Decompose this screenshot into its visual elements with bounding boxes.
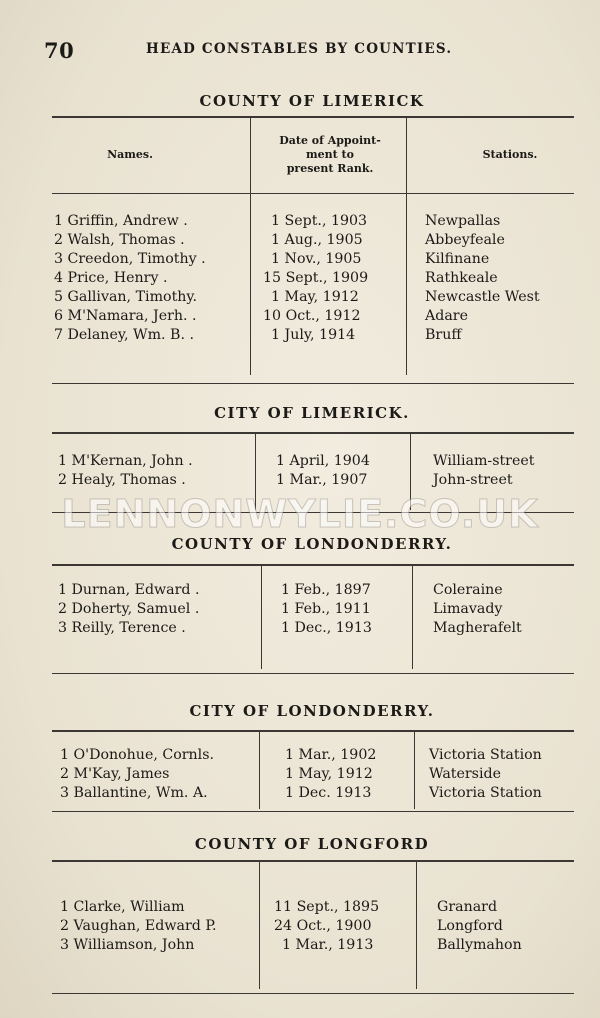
table-row: [52, 917, 574, 936]
table-rule: [52, 193, 574, 194]
row-station: Magherafelt: [433, 620, 522, 636]
table-rule: [52, 730, 574, 732]
running-head: HEAD CONSTABLES BY COUNTIES.: [146, 41, 453, 57]
row-name: 2 Doherty, Samuel .: [58, 601, 200, 617]
row-date: 1 April, 1904: [276, 453, 370, 469]
row-station: Victoria Station: [429, 747, 542, 763]
table-row: [52, 898, 574, 917]
column-header-stations: Stations.: [482, 148, 538, 161]
section-title-county-limerick: COUNTY OF LIMERICK: [199, 92, 425, 110]
table-row: [52, 765, 574, 784]
row-date: 15 Sept., 1909: [263, 270, 369, 286]
row-station: Granard: [437, 899, 498, 915]
table-rule: [52, 383, 574, 384]
table-row: [52, 269, 574, 288]
table-row: [52, 326, 574, 345]
table-row: [52, 581, 574, 600]
row-station: Abbeyfeale: [425, 232, 505, 248]
table-row: [52, 212, 574, 231]
table-rule: [52, 116, 574, 118]
row-name: 1 Griffin, Andrew .: [54, 213, 188, 229]
row-name: 1 M'Kernan, John .: [58, 453, 193, 469]
table-rule: [52, 673, 574, 674]
table-row: [52, 471, 574, 490]
row-station: Coleraine: [433, 582, 503, 598]
row-station: Rathkeale: [425, 270, 498, 286]
row-station: Newcastle West: [425, 289, 540, 305]
row-name: 3 Williamson, John: [60, 937, 195, 953]
row-station: John-street: [433, 472, 513, 488]
row-name: 2 Healy, Thomas .: [58, 472, 186, 488]
row-date: 1 May, 1912: [271, 289, 359, 305]
row-date: 1 Dec. 1913: [285, 785, 372, 801]
row-date: 1 May, 1912: [285, 766, 373, 782]
table-rule: [52, 564, 574, 566]
row-station: Longford: [437, 918, 503, 934]
row-date: 1 Mar., 1902: [285, 747, 377, 763]
row-name: 2 M'Kay, James: [60, 766, 170, 782]
table-rule: [52, 860, 574, 862]
table-row: [52, 619, 574, 638]
page-number: 70: [44, 38, 75, 63]
section-title-city-limerick: CITY OF LIMERICK.: [214, 404, 410, 422]
row-date: 1 Feb., 1897: [281, 582, 371, 598]
column-header-date-line-2: ment to: [306, 148, 354, 161]
row-name: 1 Clarke, William: [60, 899, 185, 915]
column-header-names: Names.: [107, 148, 153, 161]
table-row: [52, 452, 574, 471]
section-title-city-londonderry: CITY OF LONDONDERRY.: [189, 702, 435, 720]
row-name: 5 Gallivan, Timothy.: [54, 289, 198, 305]
row-name: 1 Durnan, Edward .: [58, 582, 200, 598]
column-header-date: [255, 134, 405, 176]
row-name: 6 M'Namara, Jerh. .: [54, 308, 197, 324]
row-station: Adare: [425, 308, 468, 324]
row-date: 10 Oct., 1912: [263, 308, 361, 324]
row-name: 4 Price, Henry .: [54, 270, 168, 286]
table-row: [52, 936, 574, 955]
row-date: 1 Mar., 1907: [276, 472, 368, 488]
row-date: 1 Dec., 1913: [281, 620, 372, 636]
table-rule: [52, 993, 574, 994]
table-rule: [52, 811, 574, 812]
table-row: [52, 231, 574, 250]
row-date: 11 Sept., 1895: [274, 899, 380, 915]
row-name: 3 Ballantine, Wm. A.: [60, 785, 208, 801]
table-row: [52, 307, 574, 326]
row-name: 3 Reilly, Terence .: [58, 620, 186, 636]
table-row: [52, 600, 574, 619]
row-station: Victoria Station: [429, 785, 542, 801]
row-date: 1 Nov., 1905: [271, 251, 362, 267]
table-row: [52, 288, 574, 307]
watermark: LENNONWYLIE.CO.UK: [61, 492, 539, 536]
row-name: 7 Delaney, Wm. B. .: [54, 327, 194, 343]
table-rule: [52, 432, 574, 434]
column-header-date-line-1: Date of Appoint-: [279, 134, 381, 147]
row-date: 1 Feb., 1911: [281, 601, 371, 617]
row-name: 2 Vaughan, Edward P.: [60, 918, 217, 934]
row-date: 1 July, 1914: [271, 327, 356, 343]
section-title-county-londonderry: COUNTY OF LONDONDERRY.: [171, 535, 453, 553]
column-header-date-line-3: present Rank.: [286, 162, 374, 175]
row-date: 24 Oct., 1900: [274, 918, 372, 934]
row-name: 2 Walsh, Thomas .: [54, 232, 185, 248]
row-station: Limavady: [433, 601, 503, 617]
row-station: Newpallas: [425, 213, 501, 229]
table-row: [52, 784, 574, 803]
row-station: Kilfinane: [425, 251, 490, 267]
row-station: Waterside: [429, 766, 501, 782]
row-name: 3 Creedon, Timothy .: [54, 251, 206, 267]
table-row: [52, 250, 574, 269]
row-date: 1 Aug., 1905: [271, 232, 363, 248]
row-name: 1 O'Donohue, Cornls.: [60, 747, 214, 763]
section-title-county-longford: COUNTY OF LONGFORD: [194, 835, 430, 853]
row-date: 1 Mar., 1913: [282, 937, 374, 953]
row-station: William-street: [433, 453, 535, 469]
row-station: Bruff: [425, 327, 462, 343]
row-station: Ballymahon: [437, 937, 522, 953]
row-date: 1 Sept., 1903: [271, 213, 368, 229]
table-row: [52, 746, 574, 765]
